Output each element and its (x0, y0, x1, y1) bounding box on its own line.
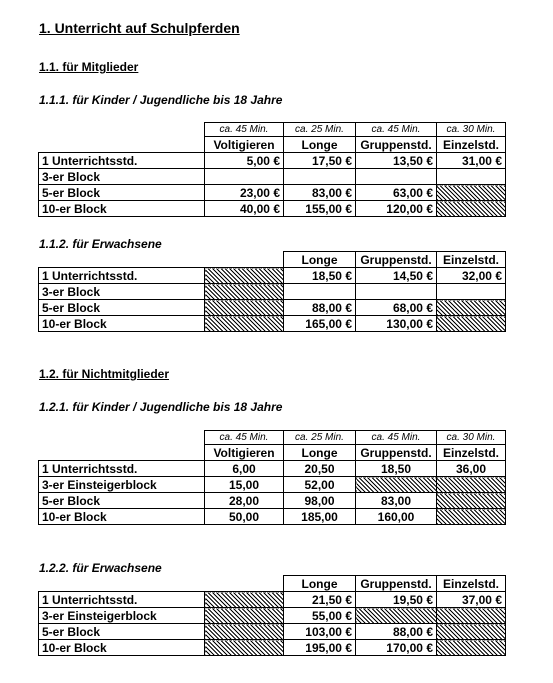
price-cell: 88,00 € (356, 624, 437, 640)
table-row (39, 153, 506, 169)
duration-cell: ca. 45 Min. (356, 431, 437, 445)
column-header: Longe (284, 252, 356, 268)
hatched-cell (356, 608, 437, 624)
price-table-members-adults (38, 251, 506, 332)
price-cell: 195,00 € (284, 640, 356, 656)
price-table-nonmembers-adults (38, 575, 506, 656)
hatched-cell (205, 268, 284, 284)
hatched-cell (205, 608, 284, 624)
price-cell: 170,00 € (356, 640, 437, 656)
price-cell: 15,00 (205, 477, 284, 493)
table-row (39, 169, 506, 185)
row-label: 1 Unterrichtsstd. (39, 268, 205, 284)
hatched-cell (437, 201, 506, 217)
section-heading-nonmembers: 1.2. für Nichtmitglieder (39, 367, 170, 381)
column-header: Gruppenstd. (356, 445, 437, 461)
row-label: 1 Unterrichtsstd. (39, 592, 205, 608)
table-row (39, 592, 506, 608)
price-cell: 40,00 € (205, 201, 284, 217)
price-cell: 130,00 € (356, 316, 437, 332)
row-label: 5-er Block (39, 624, 205, 640)
duration-cell: ca. 45 Min. (205, 431, 284, 445)
table-row (39, 268, 506, 284)
hatched-cell (437, 608, 506, 624)
price-cell: 50,00 (205, 509, 284, 525)
price-cell: 18,50 € (284, 268, 356, 284)
hatched-cell (205, 640, 284, 656)
price-cell: 155,00 € (284, 201, 356, 217)
table-row (39, 493, 506, 509)
price-cell: 37,00 € (437, 592, 506, 608)
price-cell: 83,00 € (284, 185, 356, 201)
price-cell: 88,00 € (284, 300, 356, 316)
price-cell: 21,50 € (284, 592, 356, 608)
price-cell: 98,00 (284, 493, 356, 509)
price-cell (437, 169, 506, 185)
hatched-cell (205, 624, 284, 640)
subheading-nonmembers-adults: 1.2.2. für Erwachsene (39, 561, 162, 575)
price-cell: 5,00 € (205, 153, 284, 169)
price-cell: 160,00 (356, 509, 437, 525)
price-cell (437, 284, 506, 300)
price-cell (205, 169, 284, 185)
duration-cell: ca. 25 Min. (284, 431, 356, 445)
column-header: Einzelstd. (437, 576, 506, 592)
table-row (39, 300, 506, 316)
table-row (39, 284, 506, 300)
price-cell: 13,50 € (356, 153, 437, 169)
price-cell: 14,50 € (356, 268, 437, 284)
subheading-members-adults: 1.1.2. für Erwachsene (39, 237, 162, 251)
hatched-cell (437, 509, 506, 525)
table-row (39, 316, 506, 332)
price-cell (356, 284, 437, 300)
column-header: Gruppenstd. (356, 137, 437, 153)
hatched-cell (437, 316, 506, 332)
price-cell: 165,00 € (284, 316, 356, 332)
header-row (39, 252, 506, 268)
row-label: 1 Unterrichtsstd. (39, 153, 205, 169)
price-cell: 68,00 € (356, 300, 437, 316)
price-cell: 28,00 (205, 493, 284, 509)
duration-cell: ca. 30 Min. (437, 431, 506, 445)
column-header: Gruppenstd. (356, 252, 437, 268)
table-row (39, 509, 506, 525)
column-header: Gruppenstd. (356, 576, 437, 592)
duration-cell: ca. 25 Min. (284, 123, 356, 137)
table-row (39, 608, 506, 624)
price-cell (284, 169, 356, 185)
row-label: 1 Unterrichtsstd. (39, 461, 205, 477)
duration-cell: ca. 45 Min. (356, 123, 437, 137)
column-header: Einzelstd. (437, 137, 506, 153)
price-cell: 185,00 (284, 509, 356, 525)
column-header: Voltigieren (205, 445, 284, 461)
table-row (39, 477, 506, 493)
price-cell: 83,00 (356, 493, 437, 509)
hatched-cell (205, 284, 284, 300)
price-cell: 18,50 (356, 461, 437, 477)
hatched-cell (437, 624, 506, 640)
price-cell: 120,00 € (356, 201, 437, 217)
price-cell: 17,50 € (284, 153, 356, 169)
price-cell: 103,00 € (284, 624, 356, 640)
subheading-nonmembers-kids: 1.2.1. für Kinder / Jugendliche bis 18 Jahre (39, 400, 283, 414)
column-header: Einzelstd. (437, 445, 506, 461)
price-cell: 63,00 € (356, 185, 437, 201)
hatched-cell (205, 592, 284, 608)
row-label: 3-er Block (39, 169, 205, 185)
price-cell: 19,50 € (356, 592, 437, 608)
hatched-cell (205, 316, 284, 332)
hatched-cell (205, 300, 284, 316)
table-row (39, 201, 506, 217)
page-title: 1. Unterricht auf Schulpferden (39, 20, 240, 36)
row-label: 10-er Block (39, 640, 205, 656)
row-label: 3-er Block (39, 284, 205, 300)
hatched-cell (356, 477, 437, 493)
price-cell: 23,00 € (205, 185, 284, 201)
column-header: Voltigieren (205, 137, 284, 153)
hatched-cell (437, 493, 506, 509)
price-cell: 31,00 € (437, 153, 506, 169)
hatched-cell (437, 185, 506, 201)
column-header: Einzelstd. (437, 252, 506, 268)
price-cell: 36,00 (437, 461, 506, 477)
header-row (39, 137, 506, 153)
duration-row (39, 123, 506, 137)
price-cell: 55,00 € (284, 608, 356, 624)
hatched-cell (437, 640, 506, 656)
section-heading-members: 1.1. für Mitglieder (39, 60, 139, 74)
row-label: 10-er Block (39, 316, 205, 332)
row-label: 5-er Block (39, 300, 205, 316)
column-header: Longe (284, 137, 356, 153)
duration-row (39, 431, 506, 445)
row-label: 3-er Einsteigerblock (39, 477, 205, 493)
header-row (39, 445, 506, 461)
hatched-cell (437, 300, 506, 316)
price-cell: 20,50 (284, 461, 356, 477)
price-cell: 52,00 (284, 477, 356, 493)
duration-cell: ca. 45 Min. (205, 123, 284, 137)
price-table-members-kids (38, 122, 506, 217)
row-label: 5-er Block (39, 493, 205, 509)
row-label: 10-er Block (39, 201, 205, 217)
table-row (39, 624, 506, 640)
price-table-nonmembers-kids (38, 430, 506, 525)
duration-cell: ca. 30 Min. (437, 123, 506, 137)
price-cell (284, 284, 356, 300)
subheading-members-kids: 1.1.1. für Kinder / Jugendliche bis 18 Jahre (39, 93, 283, 107)
table-row (39, 640, 506, 656)
row-label: 3-er Einsteigerblock (39, 608, 205, 624)
header-row (39, 576, 506, 592)
column-header: Longe (284, 445, 356, 461)
price-cell: 6,00 (205, 461, 284, 477)
table-row (39, 185, 506, 201)
price-cell: 32,00 € (437, 268, 506, 284)
hatched-cell (437, 477, 506, 493)
price-cell (356, 169, 437, 185)
row-label: 5-er Block (39, 185, 205, 201)
row-label: 10-er Block (39, 509, 205, 525)
table-row (39, 461, 506, 477)
column-header: Longe (284, 576, 356, 592)
